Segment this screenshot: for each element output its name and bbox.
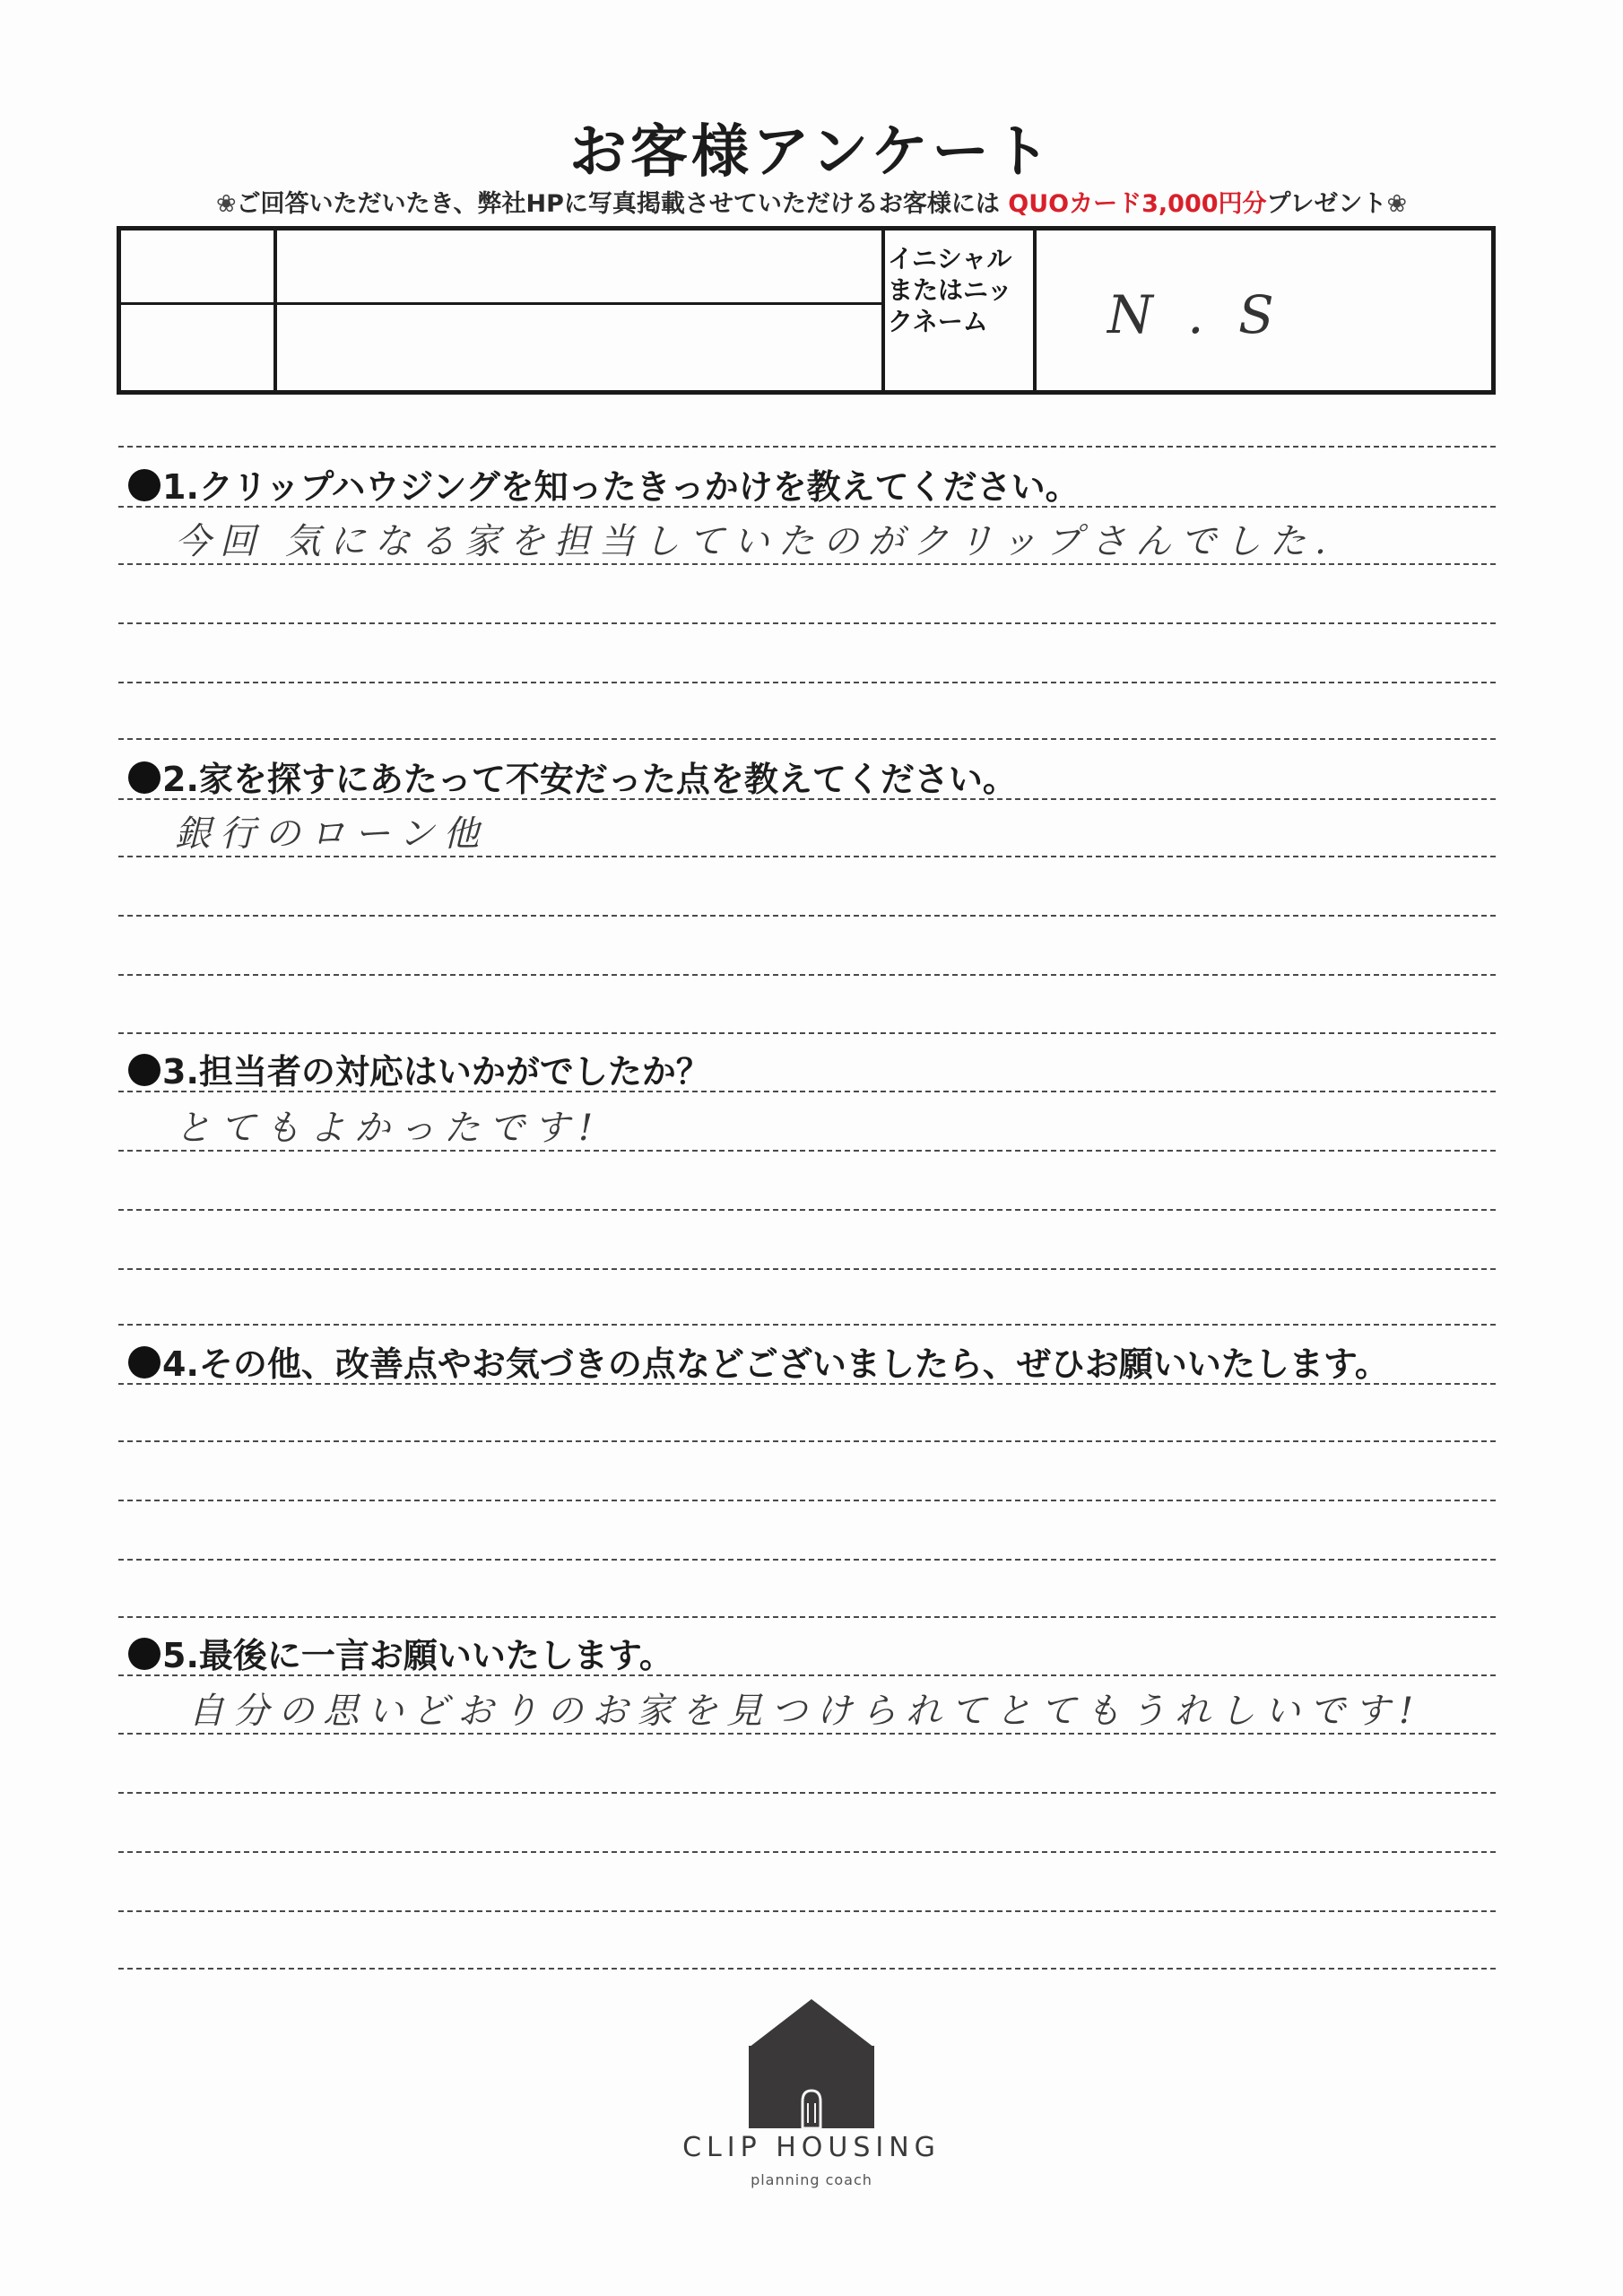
dashed-rule [118, 738, 1496, 740]
initial-label: イニシャルまたはニックネーム [888, 244, 1012, 336]
question-4: 4.その他、改善点やお気づきの点などございましたら、ぜひお願いいたします。 [128, 1336, 1389, 1386]
clip-housing-logo [668, 1996, 955, 2202]
bullet-icon [128, 1054, 161, 1086]
answer-5: 自分の思いどおりのお家を見つけられてとてもうれしいです! [188, 1691, 1423, 1732]
survey-title: お客様アンケート [568, 119, 1055, 186]
dashed-rule [118, 1268, 1496, 1270]
dashed-rule [118, 563, 1496, 565]
dashed-rule [118, 1032, 1496, 1034]
dashed-rule [118, 1851, 1496, 1853]
dashed-rule [118, 856, 1496, 857]
dashed-rule [118, 506, 1496, 508]
table-divider [277, 302, 881, 305]
quo-card-offer: QUOカード3,000円分 [1008, 190, 1267, 218]
dashed-rule [118, 1324, 1496, 1326]
dashed-rule [118, 915, 1496, 917]
dashed-rule [118, 798, 1496, 800]
table-divider [121, 302, 273, 305]
answer-3: とてもよかったです! [175, 1108, 603, 1149]
bullet-icon [128, 1346, 161, 1378]
dashed-rule [118, 1500, 1496, 1501]
dashed-rule [118, 1616, 1496, 1618]
bullet-icon [128, 761, 161, 794]
answer-2: 銀行のローン他 [175, 813, 489, 855]
table-divider [881, 230, 885, 390]
dashed-rule [118, 1440, 1496, 1442]
dashed-rule [118, 1091, 1496, 1092]
dashed-rule [118, 1910, 1496, 1912]
question-2: 2.家を探すにあたって不安だった点を教えてください。 [128, 752, 1017, 801]
subtitle-present: プレゼント [1266, 190, 1387, 218]
bullet-icon [128, 1638, 161, 1670]
logo-name: CLIP HOUSING [682, 2132, 941, 2163]
logo-tagline: planning coach [751, 2171, 872, 2188]
dashed-rule [118, 682, 1496, 683]
dashed-rule [118, 446, 1496, 448]
table-divider [273, 230, 277, 390]
dashed-rule [118, 1559, 1496, 1561]
dashed-rule [118, 1209, 1496, 1211]
bullet-icon [128, 469, 161, 501]
question-3: 3.担当者の対応はいかがでしたか？ [128, 1044, 710, 1093]
question-1: 1.クリップハウジングを知ったきっかけを教えてください。 [128, 459, 1080, 509]
initial-value: N . S [1107, 284, 1283, 345]
dashed-rule [118, 622, 1496, 624]
dashed-rule [118, 1674, 1496, 1676]
dashed-rule [118, 1968, 1496, 1970]
flower-icon: ❀ [1386, 190, 1408, 218]
dashed-rule [118, 1150, 1496, 1152]
table-divider [1033, 230, 1037, 390]
respondent-info-table [117, 226, 1496, 395]
flower-icon: ❀ [215, 190, 237, 218]
dashed-rule [118, 974, 1496, 976]
question-5: 5.最後に一言お願いいたします。 [128, 1628, 673, 1677]
survey-subtitle [0, 184, 1623, 219]
house-icon [668, 1996, 955, 2130]
subtitle-text: ご回答いただいたき、弊社HPに写真掲載させていただけるお客様には [236, 190, 1000, 218]
dashed-rule [118, 1733, 1496, 1735]
answer-1: 今回 気になる家を担当していたのがクリップさんでした. [175, 521, 1335, 562]
dashed-rule [118, 1792, 1496, 1794]
dashed-rule [118, 1383, 1496, 1385]
